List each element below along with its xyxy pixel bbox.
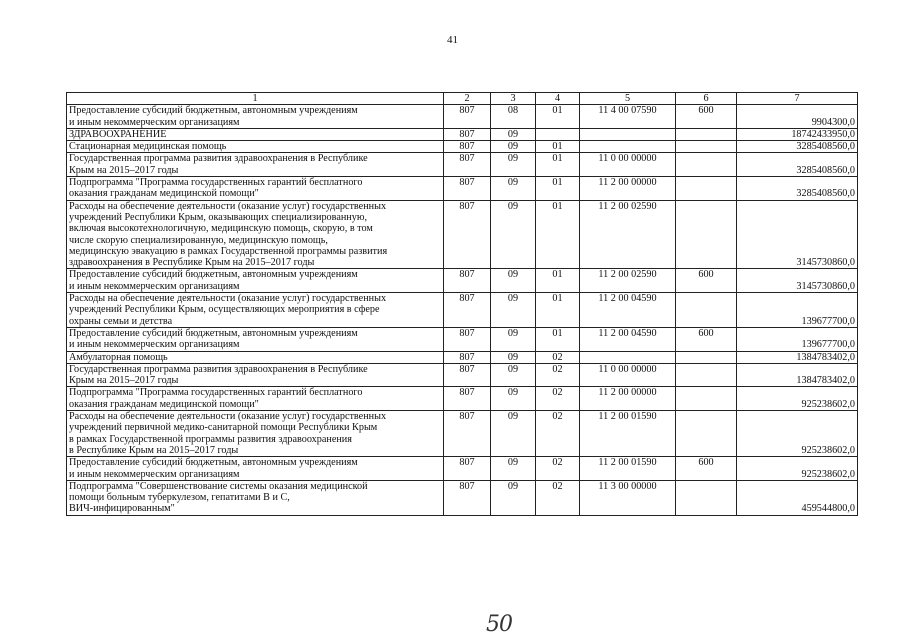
table-row: [67, 457, 858, 481]
cell-expense-type: [676, 128, 737, 140]
row-description: Расходы на обеспечение деятельности (оказание услуг) государственных учреждений первичной медико-санитарной помощи Республики Крым в рамках Государственной программы развития здравоохранения в Республике Крым на 2015–2017 годы: [67, 411, 444, 457]
cell-expense-type: [676, 141, 737, 153]
table-row: [67, 387, 858, 411]
cell-target-article: 11 2 00 00000: [580, 387, 676, 411]
handwritten-page-mark: 50: [486, 612, 512, 637]
table-row: [67, 128, 858, 140]
cell-amount: 1384783402,0: [737, 363, 858, 387]
row-description: Государственная программа развития здравоохранения в Республике Крым на 2015–2017 годы: [67, 363, 444, 387]
cell-ministry-code: 807: [444, 351, 491, 363]
cell-target-article: 11 2 00 01590: [580, 457, 676, 481]
cell-ministry-code: 807: [444, 387, 491, 411]
budget-table: [66, 92, 858, 516]
cell-ministry-code: 807: [444, 177, 491, 201]
cell-section: 09: [491, 411, 536, 457]
column-header: 2: [444, 93, 491, 105]
cell-section: 08: [491, 105, 536, 129]
cell-expense-type: [676, 387, 737, 411]
page-number: 41: [447, 34, 458, 46]
cell-section: 09: [491, 387, 536, 411]
cell-expense-type: [676, 153, 737, 177]
cell-amount: 3285408560,0: [737, 177, 858, 201]
cell-amount: 925238602,0: [737, 411, 858, 457]
cell-subsection: 01: [536, 105, 580, 129]
cell-expense-type: 600: [676, 269, 737, 293]
cell-ministry-code: 807: [444, 480, 491, 515]
cell-expense-type: [676, 480, 737, 515]
cell-target-article: 11 2 00 02590: [580, 200, 676, 269]
cell-section: 09: [491, 200, 536, 269]
table-row: [67, 411, 858, 457]
cell-subsection: [536, 128, 580, 140]
cell-amount: 139677700,0: [737, 327, 858, 351]
cell-section: 09: [491, 269, 536, 293]
column-header: 5: [580, 93, 676, 105]
cell-ministry-code: 807: [444, 293, 491, 328]
cell-subsection: 02: [536, 363, 580, 387]
cell-subsection: 01: [536, 153, 580, 177]
row-description: Предоставление субсидий бюджетным, автономным учреждениям и иным некоммерческим организациям: [67, 457, 444, 481]
row-description: Предоставление субсидий бюджетным, автономным учреждениям и иным некоммерческим организациям: [67, 327, 444, 351]
cell-target-article: 11 2 00 04590: [580, 327, 676, 351]
cell-section: 09: [491, 363, 536, 387]
cell-ministry-code: 807: [444, 411, 491, 457]
cell-target-article: 11 0 00 00000: [580, 153, 676, 177]
row-description: Подпрограмма "Программа государственных гарантий бесплатного оказания гражданам медицинской помощи": [67, 177, 444, 201]
cell-subsection: 01: [536, 269, 580, 293]
cell-section: 09: [491, 351, 536, 363]
cell-section: 09: [491, 128, 536, 140]
row-description: Амбулаторная помощь: [67, 351, 444, 363]
cell-amount: 3285408560,0: [737, 141, 858, 153]
cell-section: 09: [491, 327, 536, 351]
cell-expense-type: [676, 177, 737, 201]
row-description: ЗДРАВООХРАНЕНИЕ: [67, 128, 444, 140]
cell-ministry-code: 807: [444, 327, 491, 351]
cell-ministry-code: 807: [444, 269, 491, 293]
cell-amount: 925238602,0: [737, 457, 858, 481]
row-description: Предоставление субсидий бюджетным, автономным учреждениям и иным некоммерческим организациям: [67, 105, 444, 129]
table-row: [67, 480, 858, 515]
cell-target-article: 11 2 00 01590: [580, 411, 676, 457]
cell-section: 09: [491, 177, 536, 201]
cell-section: 09: [491, 141, 536, 153]
cell-target-article: 11 0 00 00000: [580, 363, 676, 387]
cell-subsection: 02: [536, 387, 580, 411]
row-description: Предоставление субсидий бюджетным, автономным учреждениям и иным некоммерческим организациям: [67, 269, 444, 293]
column-header: 7: [737, 93, 858, 105]
cell-subsection: 01: [536, 327, 580, 351]
cell-amount: 3285408560,0: [737, 153, 858, 177]
row-description: Подпрограмма "Совершенствование системы оказания медицинской помощи больным туберкулезом, гепатитами В и С, ВИЧ-инфицированным": [67, 480, 444, 515]
table-row: [67, 363, 858, 387]
cell-section: 09: [491, 293, 536, 328]
cell-target-article: 11 2 00 02590: [580, 269, 676, 293]
cell-expense-type: [676, 200, 737, 269]
table-row: [67, 351, 858, 363]
cell-expense-type: 600: [676, 105, 737, 129]
cell-expense-type: [676, 363, 737, 387]
cell-amount: 3145730860,0: [737, 200, 858, 269]
column-header: 1: [67, 93, 444, 105]
table-row: [67, 153, 858, 177]
cell-target-article: [580, 351, 676, 363]
cell-subsection: 02: [536, 411, 580, 457]
cell-ministry-code: 807: [444, 200, 491, 269]
table-row: [67, 269, 858, 293]
cell-amount: 459544800,0: [737, 480, 858, 515]
cell-subsection: 02: [536, 457, 580, 481]
cell-subsection: 01: [536, 177, 580, 201]
cell-subsection: 01: [536, 293, 580, 328]
cell-ministry-code: 807: [444, 363, 491, 387]
cell-amount: 18742433950,0: [737, 128, 858, 140]
cell-subsection: 02: [536, 351, 580, 363]
table-row: [67, 293, 858, 328]
cell-ministry-code: 807: [444, 153, 491, 177]
table-row: [67, 141, 858, 153]
row-description: Государственная программа развития здравоохранения в Республике Крым на 2015–2017 годы: [67, 153, 444, 177]
row-description: Стационарная медицинская помощь: [67, 141, 444, 153]
cell-section: 09: [491, 457, 536, 481]
cell-ministry-code: 807: [444, 141, 491, 153]
cell-target-article: 11 2 00 00000: [580, 177, 676, 201]
cell-expense-type: [676, 411, 737, 457]
header-row: [67, 93, 858, 105]
row-description: Расходы на обеспечение деятельности (оказание услуг) государственных учреждений Республики Крым, оказывающих специализированную, включая высокотехнологичную, медицинскую помощь, скорую, в том числе скорую специализированную, медицинскую помощь, медицинскую эвакуацию в рамках Государственной программы развития здравоохранения в Республике Крым на 2015–2017 годы: [67, 200, 444, 269]
table-row: [67, 177, 858, 201]
cell-expense-type: 600: [676, 457, 737, 481]
cell-ministry-code: 807: [444, 128, 491, 140]
cell-section: 09: [491, 480, 536, 515]
row-description: Подпрограмма "Программа государственных гарантий бесплатного оказания гражданам медицинской помощи": [67, 387, 444, 411]
cell-amount: 3145730860,0: [737, 269, 858, 293]
cell-target-article: 11 4 00 07590: [580, 105, 676, 129]
cell-amount: 925238602,0: [737, 387, 858, 411]
cell-expense-type: [676, 293, 737, 328]
cell-expense-type: [676, 351, 737, 363]
cell-subsection: 01: [536, 141, 580, 153]
cell-target-article: [580, 128, 676, 140]
table-row: [67, 327, 858, 351]
cell-amount: 139677700,0: [737, 293, 858, 328]
cell-target-article: 11 3 00 00000: [580, 480, 676, 515]
table-row: [67, 200, 858, 269]
cell-target-article: 11 2 00 04590: [580, 293, 676, 328]
cell-subsection: 01: [536, 200, 580, 269]
cell-expense-type: 600: [676, 327, 737, 351]
cell-section: 09: [491, 153, 536, 177]
cell-amount: 9904300,0: [737, 105, 858, 129]
cell-ministry-code: 807: [444, 457, 491, 481]
column-header: 4: [536, 93, 580, 105]
row-description: Расходы на обеспечение деятельности (оказание услуг) государственных учреждений Республики Крым, осуществляющих мероприятия в сфере охраны семьи и детства: [67, 293, 444, 328]
column-header: 6: [676, 93, 737, 105]
table-row: [67, 105, 858, 129]
cell-subsection: 02: [536, 480, 580, 515]
column-header: 3: [491, 93, 536, 105]
cell-amount: 1384783402,0: [737, 351, 858, 363]
cell-target-article: [580, 141, 676, 153]
cell-ministry-code: 807: [444, 105, 491, 129]
